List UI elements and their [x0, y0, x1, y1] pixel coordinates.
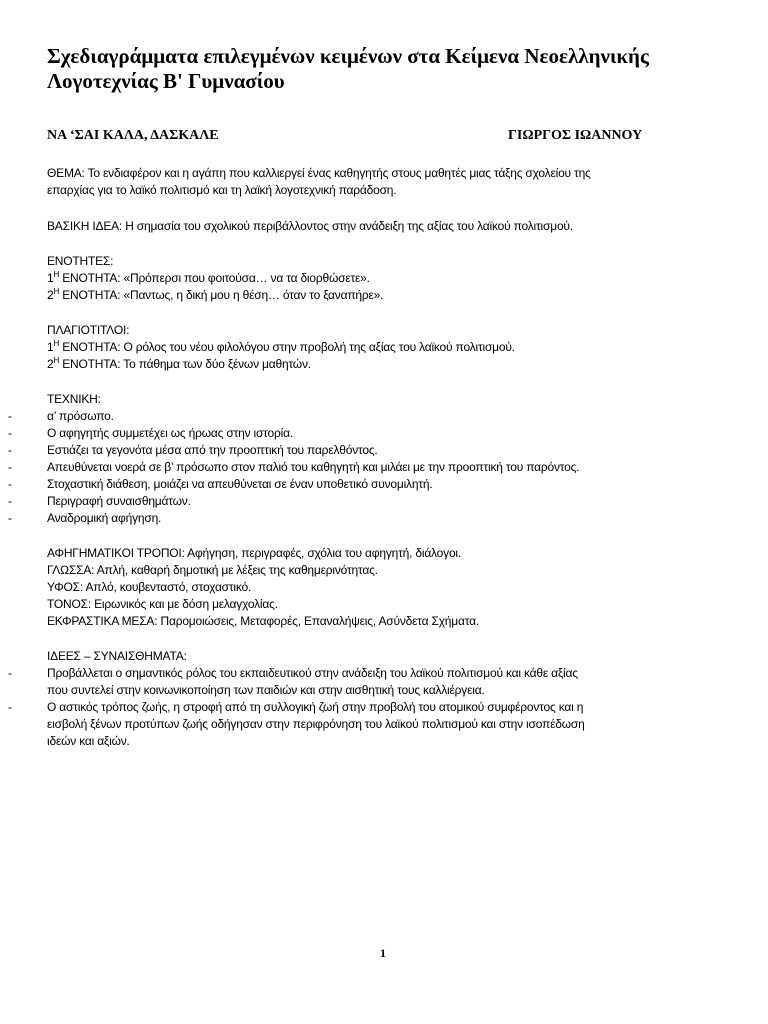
subtitle-item-1	[47, 339, 515, 356]
idea-2-line-3: ιδεών και αξιών.	[47, 734, 130, 748]
bullet-dash: -	[8, 477, 12, 491]
unit-text: ΕΝΟΤΗΤΑ: «Πρόπερσι που φοιτούσα… να τα διορθώσετε».	[59, 271, 370, 285]
style-line: ΥΦΟΣ: Απλό, κουβενταστό, στοχαστικό.	[47, 580, 252, 594]
work-name: ΝΑ ‘ΣΑΙ ΚΑΛΑ, ΔΑΣΚΑΛΕ	[47, 128, 219, 143]
technique-item: Περιγραφή συναισθημάτων.	[47, 494, 191, 508]
unit-item-1	[47, 270, 370, 287]
bullet-dash: -	[8, 409, 12, 423]
unit-superscript: Η	[53, 270, 60, 279]
technique-item: α’ πρόσωπο.	[47, 409, 114, 423]
bullet-dash: -	[8, 426, 12, 440]
idea-1-line-2: που συντελεί στην κοινωνικοποίηση των παιδιών και στην αισθητική τους καλλιέργεια.	[47, 683, 485, 697]
main-idea: ΒΑΣΙΚΗ ΙΔΕΑ: Η σημασία του σχολικού περιβάλλοντος στην ανάδειξη της αξίας του λαϊκού πολιτισμού.	[47, 219, 573, 233]
idea-2-line-1: Ο αστικός τρόπος ζωής, η στροφή από τη συλλογική ζωή στην προβολή του ατομικού συμφέροντος και η	[47, 700, 584, 714]
bullet-dash: -	[8, 494, 12, 508]
unit-text: ΕΝΟΤΗΤΑ: «Παντως, η δική μου η θέση… όταν το ξαναπήρε».	[59, 288, 384, 302]
language-line: ΓΛΩΣΣΑ: Απλή, καθαρή δημοτική με λέξεις της καθημερινότητας.	[47, 563, 378, 577]
unit-number: 2	[47, 288, 54, 302]
unit-number: 1	[47, 271, 54, 285]
subtitles-heading: ΠΛΑΓΙΟΤΙΤΛΟΙ:	[47, 323, 130, 337]
idea-1-line-1: Προβάλλεται ο σημαντικός ρόλος του εκπαιδευτικού στην ανάδειξη του λαϊκού πολιτισμού και κάθε αξίας	[47, 666, 578, 680]
subtitle-text: ΕΝΟΤΗΤΑ: Το πάθημα των δύο ξένων μαθητών.	[59, 357, 311, 371]
narrative-modes: ΑΦΗΓΗΜΑΤΙΚΟΙ ΤΡΟΠΟΙ: Αφήγηση, περιγραφές, σχόλια του αφηγητή, διάλογοι.	[47, 546, 462, 560]
technique-item: Ο αφηγητής συμμετέχει ως ήρωας στην ιστορία.	[47, 426, 293, 440]
subtitle-number: 2	[47, 357, 54, 371]
work-heading	[47, 127, 737, 145]
theme-line-1: ΘΕΜΑ: Το ενδιαφέρον και η αγάπη που καλλιεργεί ένας καθηγητής στους μαθητές μιας τάξης σχολείου της	[47, 166, 591, 180]
ideas-heading: ΙΔΕΕΣ – ΣΥΝΑΙΣΘΗΜΑΤΑ:	[47, 649, 187, 663]
page-number: 1	[380, 946, 386, 960]
bullet-dash: -	[8, 511, 12, 525]
idea-2-line-2: εισβολή ξένων προτύπων ζωής οδήγησαν στην περιφρόνηση του λαϊκού πολιτισμού και στην ισοπέδωση	[47, 717, 585, 731]
tone-line: ΤΟΝΟΣ: Ειρωνικός και με δόση μελαγχολίας.	[47, 597, 278, 611]
technique-item: Αναδρομική αφήγηση.	[47, 511, 162, 525]
technique-item: Στοχαστική διάθεση, μοιάζει να απευθύνεται σε έναν υποθετικό συνομιλητή.	[47, 477, 433, 491]
expressive-means-line: ΕΚΦΡΑΣΤΙΚΑ ΜΕΣΑ: Παρομοιώσεις, Μεταφορές, Επαναλήψεις, Ασύνδετα Σχήματα.	[47, 614, 479, 628]
technique-item: Εστιάζει τα γεγονότα μέσα από την προοπτική του παρελθόντος.	[47, 443, 378, 457]
subtitle-superscript: Η	[53, 339, 60, 348]
work-author: ΓΙΩΡΓΟΣ ΙΩΑΝΝΟΥ	[508, 128, 643, 143]
subtitle-text: ΕΝΟΤΗΤΑ: Ο ρόλος του νέου φιλολόγου στην προβολή της αξίας του λαϊκού πολιτισμού.	[59, 340, 515, 354]
subtitle-item-2	[47, 356, 311, 373]
unit-superscript: Η	[53, 287, 60, 296]
subtitle-number: 1	[47, 340, 54, 354]
units-heading: ΕΝΟΤΗΤΕΣ:	[47, 254, 114, 268]
subtitle-superscript: Η	[53, 356, 60, 365]
technique-heading: ΤΕΧΝΙΚΗ:	[47, 392, 101, 406]
document-title: Σχεδιαγράμματα επιλεγμένων κειμένων στα Κείμενα Νεοελληνικής Λογοτεχνίας Β' Γυμνασίου	[47, 44, 649, 93]
bullet-dash: -	[8, 666, 12, 680]
bullet-dash: -	[8, 443, 12, 457]
technique-item: Απευθύνεται νοερά σε β’ πρόσωπο στον παλιό του καθηγητή και μιλάει με την προοπτική του παρόντος.	[47, 460, 580, 474]
unit-item-2	[47, 287, 383, 304]
bullet-dash: -	[8, 700, 12, 714]
theme-line-2: επαρχίας για το λαϊκό πολιτισμό και τη λαϊκή λογοτεχνική παράδοση.	[47, 183, 397, 197]
bullet-dash: -	[8, 460, 12, 474]
